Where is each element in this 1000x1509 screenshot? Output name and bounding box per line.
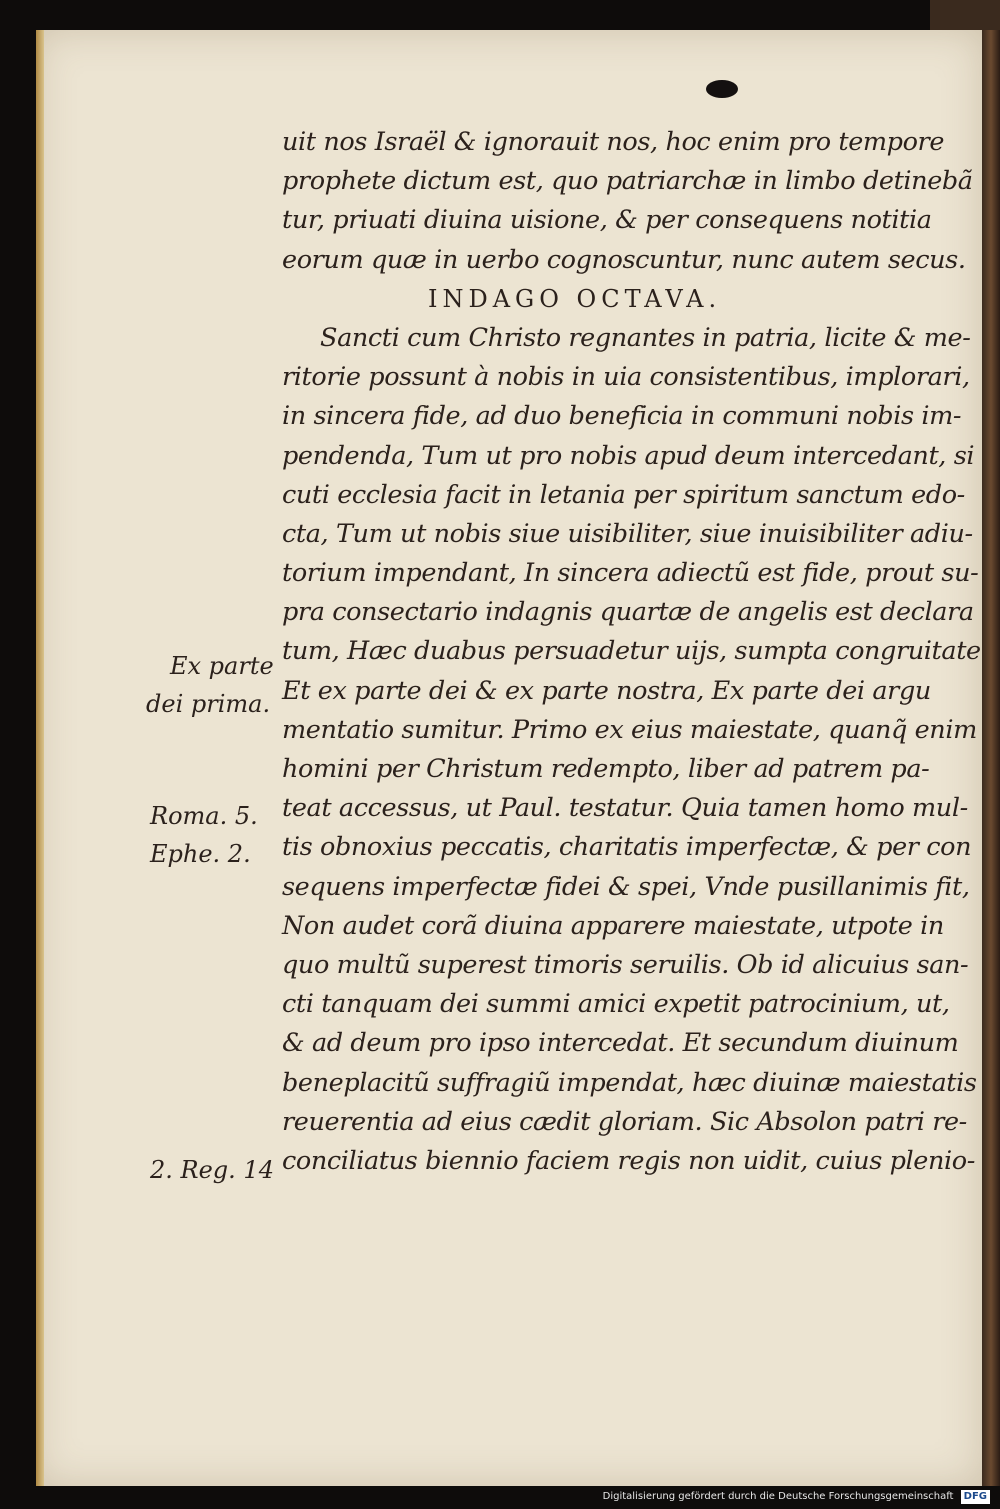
section-heading: INDAGO OCTAVA.: [428, 284, 722, 313]
text-line: tis obnoxius peccatis, charitatis imperfectæ, & per con: [282, 832, 972, 863]
marginal-note: Ex parte: [170, 652, 274, 680]
marginal-note: Ephe. 2.: [150, 840, 251, 868]
ink-blot: [706, 80, 738, 98]
text-line: homini per Christum redempto, liber ad patrem pa-: [282, 754, 930, 784]
marginal-note: dei prima.: [146, 690, 271, 718]
dfg-logo: DFG: [961, 1490, 990, 1504]
text-line: tum, Hæc duabus persuadetur uijs, sumpta congruitate: [282, 636, 981, 667]
text-line: sequens imperfectæ fidei & spei, Vnde pusillanimis fit,: [282, 871, 970, 902]
text-line: torium impendant, In sincera adiectũ est fide, prout su-: [282, 558, 979, 589]
text-line: teat accessus, ut Paul. testatur. Quia tamen homo mul-: [282, 793, 968, 824]
text-line: Et ex parte dei & ex parte nostra, Ex parte dei argu: [282, 675, 931, 706]
credit-text: Digitalisierung gefördert durch die Deutsche Forschungsgemeinschaft: [602, 1491, 954, 1502]
text-line: Sancti cum Christo regnantes in patria, licite & me-: [320, 322, 971, 353]
text-line: & ad deum pro ipso intercedat. Et secundum diuinum: [282, 1028, 959, 1059]
main-text: [282, 123, 981, 1181]
text-line: cta, Tum ut nobis siue uisibiliter, siue inuisibiliter adiu-: [282, 518, 973, 549]
text-line: cuti ecclesia facit in letania per spiritum sanctum edo-: [282, 479, 965, 510]
text-line: ritorie possunt à nobis in uia consistentibus, implorari,: [282, 362, 970, 393]
text-line: pra consectario indagnis quartæ de angelis est declara: [282, 597, 974, 628]
book-binding: [982, 30, 1000, 1486]
marginal-note: 2. Reg. 14: [150, 1156, 274, 1184]
text-line: cti tanquam dei summi amici expetit patrocinium, ut,: [282, 989, 950, 1020]
text-line: Non audet corã diuina apparere maiestate, utpote in: [282, 910, 944, 941]
text-line: prophete dictum est, quo patriarchæ in limbo detinebã: [282, 166, 973, 197]
text-line: eorum quæ in uerbo cognoscuntur, nunc autem secus.: [282, 244, 966, 275]
text-line: reuerentia ad eius cædit gloriam. Sic Absolon patri re-: [282, 1106, 967, 1137]
page-edge: [36, 30, 44, 1486]
text-line: in sincera fide, ad duo beneficia in communi nobis im-: [282, 401, 962, 432]
text-line: quo multũ superest timoris seruilis. Ob id alicuius san-: [282, 949, 969, 980]
text-line: tur, priuati diuina uisione, & per consequens notitia: [282, 205, 932, 236]
text-line: beneplacitũ suffragiũ impendat, hæc diuinæ maiestatis: [282, 1067, 977, 1098]
text-line: pendenda, Tum ut pro nobis apud deum intercedant, si: [282, 440, 975, 471]
text-line: conciliatus biennio faciem regis non uidit, cuius plenio-: [282, 1145, 975, 1176]
digitization-credit: [603, 1490, 990, 1504]
text-line: mentatio sumitur. Primo ex eius maiestate, quanq̃ enim: [282, 714, 977, 745]
marginal-note: Roma. 5.: [150, 802, 258, 830]
text-line: uit nos Israël & ignorauit nos, hoc enim pro tempore: [282, 127, 945, 157]
